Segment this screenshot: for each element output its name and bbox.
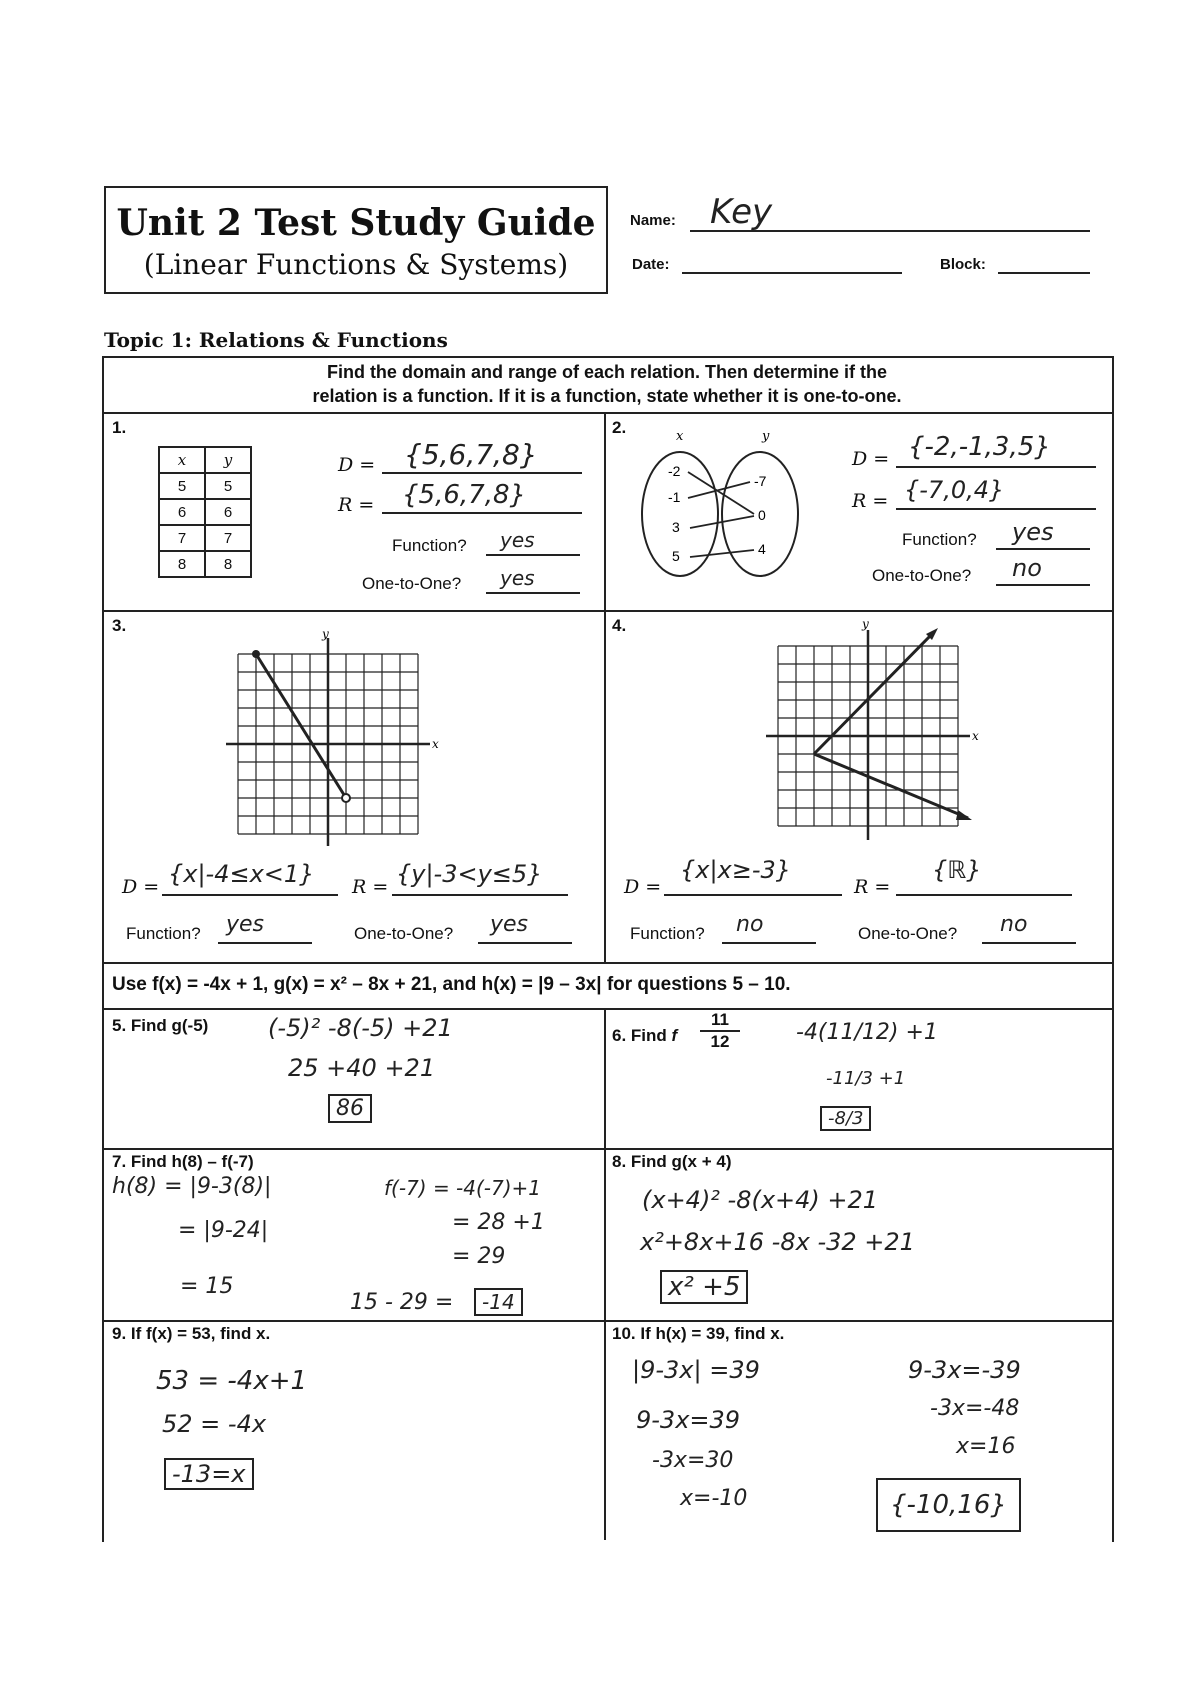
- instructions-line-1: Find the domain and range of each relation. Then determine if the: [326, 362, 888, 382]
- q10-left-3: -3x=30: [652, 1448, 734, 1473]
- p2-d-value: {-2,-1,3,5}: [908, 432, 1051, 462]
- p3-r-value: {y|-3<y≤5}: [396, 860, 543, 888]
- q6-work-1: -4(11/12) +1: [796, 1020, 938, 1045]
- q10-left-4: x=-10: [680, 1486, 748, 1511]
- p3-d-label: D =: [122, 876, 160, 898]
- p1-one-label: One-to-One?: [362, 574, 462, 593]
- p4-r-value: {ℝ}: [932, 856, 982, 884]
- name-field[interactable]: [690, 192, 1090, 232]
- p4-one-value: no: [1000, 912, 1028, 937]
- p4-d-value: {x|x≥-3}: [680, 856, 792, 884]
- q10-left-2: 9-3x=39: [636, 1406, 741, 1434]
- name-label: Name:: [630, 212, 676, 229]
- p4-function-value: no: [736, 912, 764, 937]
- p2-d-label: D =: [852, 448, 890, 470]
- p1-r-value: {5,6,7,8}: [402, 480, 527, 510]
- p1-r-field: [382, 480, 582, 514]
- p1-function-value: yes: [500, 528, 535, 552]
- graph3-x-label: x: [432, 737, 439, 751]
- p3-function-label: Function?: [126, 924, 201, 943]
- problem-1-table: x y 5 5 6 6 7 7 8 8: [158, 446, 252, 578]
- q6-fraction: 11 12: [700, 1010, 740, 1052]
- p1-one-value: yes: [500, 566, 535, 590]
- q5-work-2: 25 +40 +21: [288, 1054, 436, 1082]
- date-label: Date:: [632, 256, 670, 273]
- p2-one-value: no: [1012, 554, 1042, 582]
- q7-right-3: = 29: [452, 1244, 506, 1269]
- block-label: Block:: [940, 256, 986, 273]
- p2-r-label: R =: [852, 490, 889, 512]
- range-item: 4: [758, 541, 766, 557]
- problem-3-number: 3.: [112, 616, 127, 635]
- p4-function-label: Function?: [630, 924, 705, 943]
- q10-prompt: 10. If h(x) = 39, find x.: [612, 1324, 785, 1343]
- q10-right-1: 9-3x=-39: [908, 1356, 1021, 1384]
- domain-item: 3: [672, 519, 680, 535]
- p3-one-label: One-to-One?: [354, 924, 454, 943]
- p3-one-value: yes: [490, 912, 529, 937]
- p2-function-value: yes: [1012, 518, 1054, 546]
- q5-work-1: (-5)² -8(-5) +21: [268, 1014, 453, 1042]
- q9-answer: -13=x: [164, 1458, 254, 1490]
- q10-right-2: -3x=-48: [930, 1396, 1020, 1421]
- p2-function-label: Function?: [902, 530, 977, 549]
- date-field[interactable]: [682, 250, 902, 274]
- p1-r-label: R =: [338, 494, 375, 516]
- mapping-x-label: x: [676, 429, 684, 444]
- q8-answer: x² +5: [660, 1270, 748, 1304]
- range-item: 0: [758, 507, 766, 523]
- q7-answer: -14: [474, 1288, 523, 1316]
- q7-right-2: = 28 +1: [452, 1210, 545, 1235]
- graph3-y-label: y: [322, 630, 329, 641]
- q10-answer: {-10,16}: [876, 1478, 1021, 1532]
- problem-4-number: 4.: [612, 616, 627, 635]
- range-item: -7: [754, 473, 767, 489]
- name-value: Key: [710, 192, 773, 232]
- q5-prompt: 5. Find g(-5): [112, 1016, 209, 1035]
- q7-left-1: h(8) = |9-3(8)|: [112, 1174, 272, 1199]
- p4-r-label: R =: [854, 876, 891, 898]
- q10-left-1: |9-3x| =39: [632, 1356, 760, 1384]
- q9-work-2: 52 = -4x: [162, 1410, 267, 1438]
- instructions-line-2: relation is a function. If it is a function, state whether it is one-to-one.: [312, 386, 902, 406]
- domain-item: -2: [668, 463, 681, 479]
- q6-work-2: -11/3 +1: [826, 1068, 906, 1089]
- topic-heading: Topic 1: Relations & Functions: [104, 328, 448, 352]
- p4-d-label: D =: [624, 876, 662, 898]
- q7-prompt: 7. Find h(8) – f(-7): [112, 1152, 254, 1171]
- q6-prompt: 6. Find f: [612, 1026, 678, 1045]
- graph4-x-label: x: [972, 729, 979, 743]
- q7-final: 15 - 29 =: [350, 1290, 454, 1315]
- domain-item: 5: [672, 548, 680, 564]
- problem-1-number: 1.: [112, 418, 127, 437]
- q7-left-2: = |9-24|: [178, 1218, 269, 1243]
- problem-4-graph: [758, 618, 988, 848]
- mapping-y-label: y: [762, 429, 770, 444]
- p2-r-value: {-7,0,4}: [904, 476, 1005, 504]
- q9-prompt: 9. If f(x) = 53, find x.: [112, 1324, 271, 1343]
- p1-d-label: D =: [338, 454, 376, 476]
- page-subtitle: (Linear Functions & Systems): [143, 248, 569, 281]
- p1-d-field: [382, 438, 582, 474]
- q7-left-3: = 15: [180, 1274, 234, 1299]
- title-box: [104, 186, 608, 294]
- p2-one-label: One-to-One?: [872, 566, 972, 585]
- q7-right-1: f(-7) = -4(-7)+1: [384, 1176, 542, 1200]
- domain-item: -1: [668, 489, 681, 505]
- functions-definition: Use f(x) = -4x + 1, g(x) = x² – 8x + 21, and h(x) = |9 – 3x| for questions 5 – 10.: [112, 974, 791, 995]
- q5-answer: 86: [328, 1094, 372, 1123]
- q10-right-3: x=16: [956, 1434, 1016, 1459]
- q6-answer: -8/3: [820, 1106, 871, 1131]
- p4-one-label: One-to-One?: [858, 924, 958, 943]
- q8-prompt: 8. Find g(x + 4): [612, 1152, 732, 1171]
- p3-d-value: {x|-4≤x<1}: [168, 860, 315, 888]
- block-field[interactable]: [998, 250, 1090, 274]
- page-title: Unit 2 Test Study Guide: [116, 202, 596, 244]
- p1-function-label: Function?: [392, 536, 467, 555]
- q8-work-1: (x+4)² -8(x+4) +21: [642, 1186, 879, 1214]
- graph4-y-label: y: [862, 618, 869, 631]
- q8-work-2: x²+8x+16 -8x -32 +21: [640, 1228, 915, 1256]
- q9-work-1: 53 = -4x+1: [156, 1366, 308, 1396]
- problem-2-number: 2.: [612, 418, 627, 437]
- p1-d-value: {5,6,7,8}: [404, 438, 538, 471]
- p3-r-label: R =: [352, 876, 389, 898]
- p3-function-value: yes: [226, 912, 265, 937]
- problem-2-mapping-diagram: [630, 424, 810, 594]
- problem-3-graph: [220, 630, 440, 850]
